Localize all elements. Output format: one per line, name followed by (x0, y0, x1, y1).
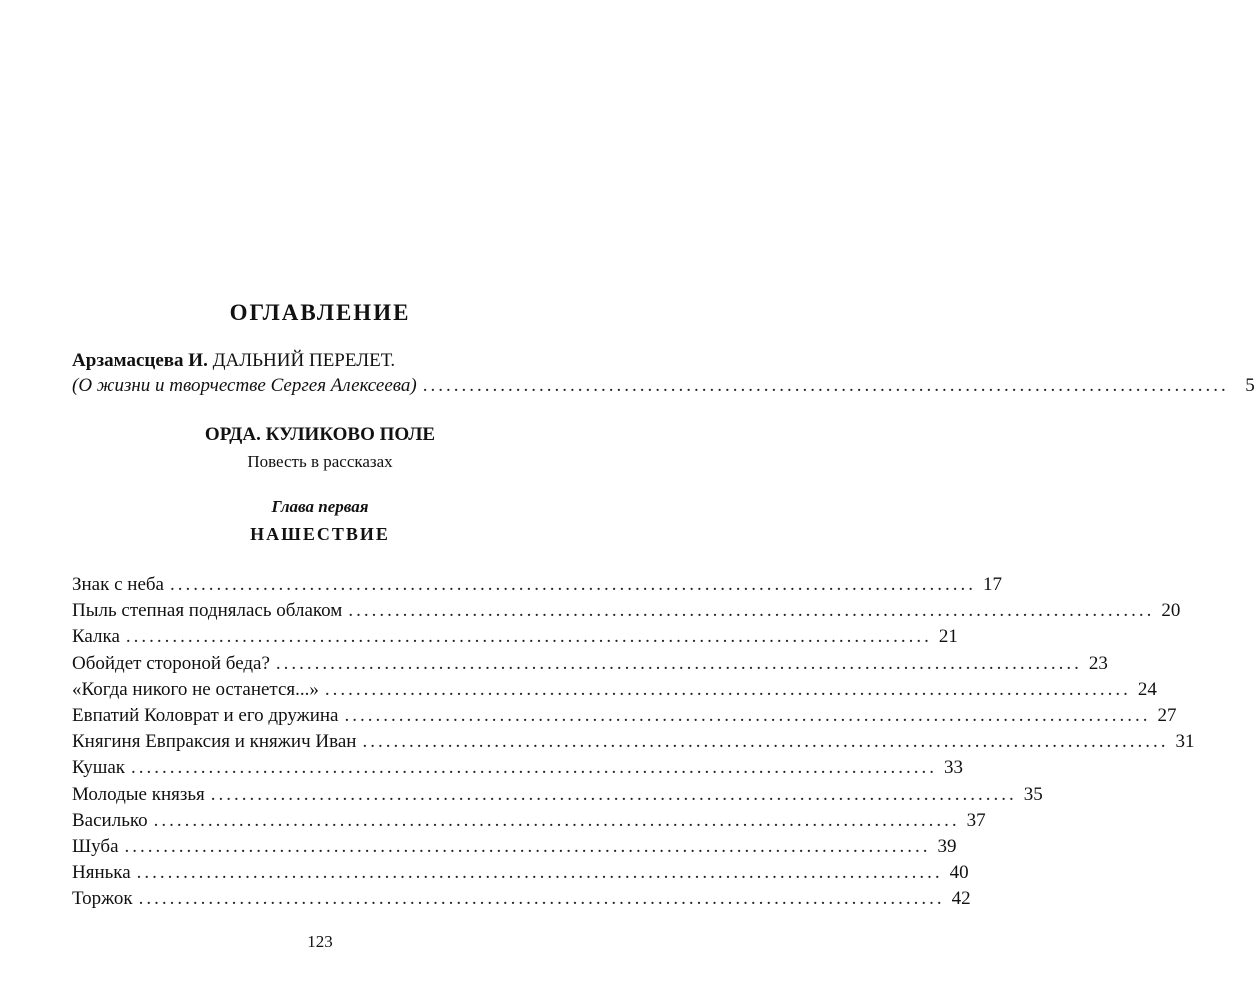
toc-entry-title: Обойдет стороной беда? (72, 652, 270, 674)
dot-leader: ........................................................................................................ (170, 574, 976, 595)
toc-entry-title: Кушак (72, 757, 126, 779)
toc-entry (72, 834, 957, 860)
toc-entry-list (72, 572, 1195, 912)
toc-entry-title: «Когда никого не останется...» (72, 678, 319, 700)
toc-entry-page: 35 (1023, 783, 1043, 805)
dot-leader: ........................................................................................................ (348, 600, 1155, 622)
toc-entry-page: 21 (938, 626, 958, 648)
toc-entry-page: 37 (966, 809, 986, 831)
toc-entry-page: 23 (1088, 652, 1108, 674)
intro-page-number: 5 (1245, 375, 1255, 396)
intro-line-1 (72, 348, 568, 373)
toc-entry (72, 729, 1195, 755)
toc-entry-page: 39 (937, 835, 957, 857)
toc-entry-title: Торжок (72, 888, 133, 910)
book-subtitle: Повесть в рассказах (247, 452, 393, 471)
toc-entry-title: Нянька (72, 862, 131, 884)
toc-entry-page: 24 (1137, 678, 1157, 700)
dot-leader: ........................................................................................................ (131, 757, 938, 779)
dot-leader: ........................................................................................................ (153, 809, 960, 831)
toc-entry-page: 27 (1157, 704, 1177, 726)
chapter-title: НАШЕСТВИЕ (250, 524, 390, 544)
toc-entry-page: 31 (1175, 731, 1195, 753)
dot-leader: ........................................................................................................ (138, 888, 945, 910)
dot-leader: ........................................................................................................ (136, 862, 943, 884)
toc-entry-title: Молодые князья (72, 783, 205, 805)
toc-entry (72, 755, 964, 781)
dot-leader: ........................................................................................................ (275, 652, 1082, 674)
intro-title: ДАЛЬНИЙ ПЕРЕЛЕТ. (212, 350, 396, 371)
intro-subtitle: (О жизни и творчестве Сергея Алексеева) (72, 375, 417, 396)
dot-leader: ........................................................................................................ (362, 731, 1169, 753)
toc-entry (72, 598, 1181, 624)
intro-entry (72, 348, 1255, 398)
toc-entry-title: Пыль степная поднялась облаком (72, 600, 343, 622)
toc-heading: ОГЛАВЛЕНИЕ (229, 300, 411, 325)
dot-leader: ........................................................................................................ (124, 835, 931, 857)
dot-leader: ........................................................................................................ (344, 704, 1151, 726)
dot-leader: ........................................................................................................ (324, 678, 1131, 700)
toc-entry-title: Княгиня Евпраксия и княжич Иван (72, 731, 357, 753)
chapter-label: Глава первая (271, 497, 369, 516)
toc-entry-page: 42 (951, 888, 971, 910)
toc-entry-title: Знак с неба (72, 574, 164, 595)
toc-entry-page: 33 (944, 757, 964, 779)
book-title: ОРДА. КУЛИКОВО ПОЛЕ (204, 424, 436, 445)
toc-entry (72, 651, 1108, 677)
toc-entry (72, 860, 969, 886)
dot-leader: ........................................................................................................ (125, 626, 932, 648)
toc-entry (72, 624, 958, 650)
dot-leader: ........................................................................................................ (422, 375, 1229, 396)
toc-entry-title: Василько (72, 809, 148, 831)
toc-entry (72, 703, 1177, 729)
intro-author: Арзамасцева И. (72, 350, 208, 371)
intro-line-2 (72, 373, 1255, 398)
toc-entry (72, 782, 1043, 808)
toc-entry-page: 17 (983, 574, 1002, 595)
dot-leader: ........................................................................................................ (210, 783, 1017, 805)
toc-entry-page: 40 (949, 862, 969, 884)
toc-entry (72, 572, 1002, 598)
toc-entry-page: 20 (1161, 600, 1181, 622)
toc-entry-title: Калка (72, 626, 120, 648)
toc-entry-title: Евпатий Коловрат и его дружина (72, 704, 339, 726)
page-number: 123 (307, 932, 333, 951)
toc-entry (72, 677, 1157, 703)
toc-entry (72, 886, 971, 912)
toc-entry-title: Шуба (72, 835, 119, 857)
toc-entry (72, 808, 986, 834)
